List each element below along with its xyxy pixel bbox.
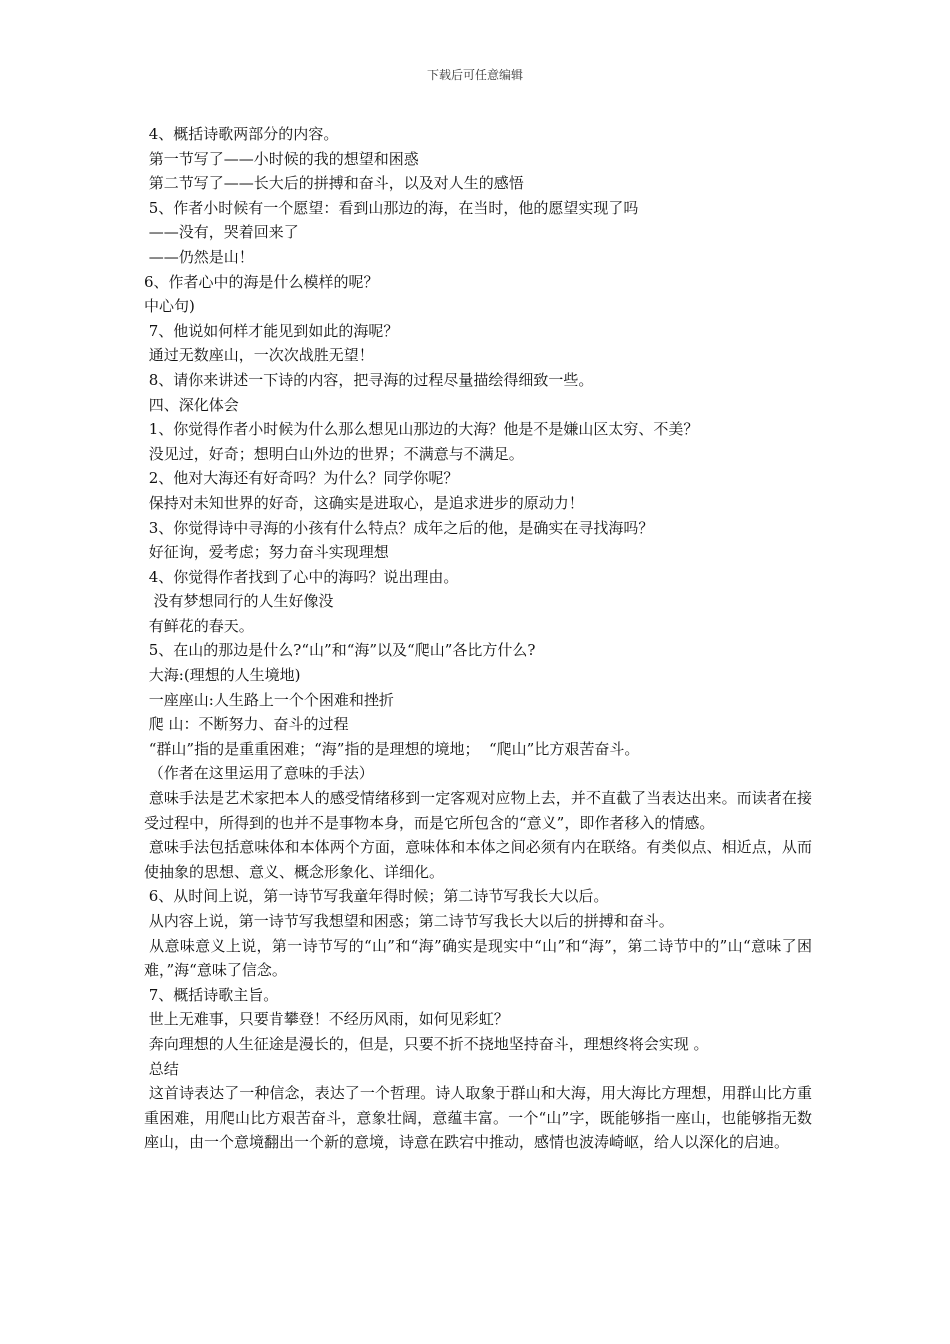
text-line: 通过无数座山，一次次战胜无望！: [144, 346, 374, 365]
text-line: 3、你觉得诗中寻海的小孩有什么特点？成年之后的他，是确实在寻找海吗？: [144, 518, 654, 537]
text-line: 保持对未知世界的好奇，这确实是进取心，是追求进步的原动力！: [144, 493, 584, 512]
text-line: 从内容上说，第一诗节写我想望和困惑；第二诗节写我长大以后的拼搏和奋斗。: [144, 912, 674, 930]
text-line: ——仍然是山！: [144, 247, 254, 266]
text-paragraph: 意味手法包括意味体和本体两个方面，意味体和本体之间必须有内在联络。有类似点、相近点，从而使抽象的思想、意义、概念形象化、详细化。: [144, 838, 812, 881]
text-line: 没有梦想同行的人生好像没: [144, 592, 334, 611]
text-line: 一座座山:人生路上一个个困难和挫折: [144, 690, 394, 709]
text-line: 8、请你来讲述一下诗的内容，把寻海的过程尽量描绘得细致一些。: [144, 370, 594, 389]
text-line: 大海:(理想的人生境地): [144, 666, 301, 685]
text-line: （作者在这里运用了意味的手法）: [144, 764, 374, 783]
document-body: [144, 122, 812, 1155]
text-line: 有鲜花的春天。: [144, 616, 254, 635]
section-heading: 四、深化体会: [144, 395, 239, 414]
text-line: 中心句): [144, 297, 195, 316]
text-line: 4、你觉得作者找到了心中的海吗？说出理由。: [144, 567, 459, 586]
text-line: 1、你觉得作者小时候为什么那么想见山那边的大海？他是不是嫌山区太穷、不美？: [144, 420, 699, 439]
text-line: 好征询，爱考虑；努力奋斗实现理想: [144, 543, 389, 562]
text-line: ——没有，哭着回来了: [144, 223, 299, 242]
page-header-note: 下载后可任意编辑: [426, 68, 523, 82]
text-line: “群山”指的是重重困难；“海”指的是理想的境地； “爬山”比方艰苦奋斗。: [144, 739, 640, 758]
text-line: 奔向理想的人生征途是漫长的，但是，只要不折不挠地坚持奋斗，理想终将会实现 。: [144, 1034, 709, 1053]
text-line: 4、概括诗歌两部分的内容。: [144, 125, 339, 143]
text-line: 第一节写了——小时候的我的想望和困惑: [144, 149, 419, 168]
text-line: 6、从时间上说，第一诗节写我童年得时候；第二诗节写我长大以后。: [144, 887, 609, 906]
section-heading: 总结: [144, 1059, 179, 1078]
text-line: 5、作者小时候有一个愿望：看到山那边的海，在当时，他的愿望实现了吗: [144, 198, 639, 217]
text-line: 5、在山的那边是什么?“山”和“海”以及“爬山”各比方什么?: [144, 641, 536, 660]
text-line: 6、作者心中的海是什么模样的呢？: [144, 272, 379, 291]
text-line: 世上无难事，只要肯攀登！不经历风雨，如何见彩虹？: [144, 1010, 509, 1029]
text-line: 没见过，好奇；想明白山外边的世界；不满意与不满足。: [144, 444, 524, 463]
text-line: 7、他说如何样才能见到如此的海呢？: [144, 321, 399, 340]
text-line: 2、他对大海还有好奇吗？为什么？同学你呢？: [144, 469, 459, 488]
text-line: 7、概括诗歌主旨。: [144, 985, 279, 1004]
text-line: 第二节写了——长大后的拼搏和奋斗，以及对人生的感悟: [144, 174, 524, 193]
text-paragraph: 意味手法是艺术家把本人的感受情绪移到一定客观对应物上去，并不直截了当表达出来。而读者在接受过程中，所得到的也并不是事物本身，而是它所包含的“意义”，即作者移入的情感。: [144, 789, 812, 832]
text-line: 爬 山：不断努力、奋斗的过程: [144, 715, 349, 734]
text-paragraph: 这首诗表达了一种信念，表达了一个哲理。诗人取象于群山和大海，用大海比方理想，用群山比方重重困难，用爬山比方艰苦奋斗，意象壮阔，意蕴丰富。一个“山”字，既能够指一座山，也能够指无数座山，由一个意境翻出一个新的意境，诗意在跌宕中推动，感情也波涛崎岖，给人以深化的启迪。: [144, 1084, 812, 1152]
text-paragraph: 从意味意义上说，第一诗节写的“山”和“海”确实是现实中“山”和“海”，第二诗节中的”山“意味了困难，”海“意味了信念。: [144, 936, 812, 980]
